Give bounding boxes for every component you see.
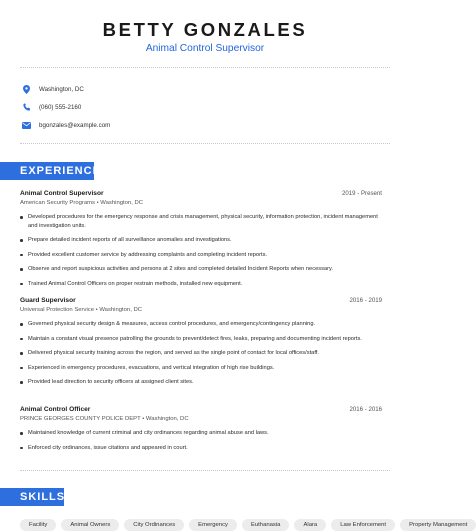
job-bullets (20, 213, 382, 288)
candidate-title: Animal Control Supervisor (145, 43, 265, 54)
divider (20, 67, 390, 68)
contact-block (22, 80, 382, 134)
job-header (20, 406, 382, 413)
envelope-icon (22, 121, 31, 130)
job-org: PRINCE GEORGES COUNTY POLICE DEPT • Washington, DC (20, 416, 189, 422)
bullet-item: Developed procedures for the emergency response and crisis management, physical security, information protection, incident management and investigation units. (20, 213, 382, 230)
candidate-name: BETTY GONZALES (102, 19, 308, 40)
job-dates: 2016 - 2016 (349, 406, 382, 413)
bullet-item: Provided excellent customer service by addressing complaints and completing incident reports. (20, 251, 382, 260)
job-dates: 2019 - Present (342, 190, 382, 197)
job-dates: 2016 - 2019 (349, 297, 382, 304)
skills-heading: SKILLS (0, 488, 64, 506)
experience-heading: EXPERIENCE (0, 162, 94, 180)
bullet-item: Maintain a constant visual presence patrolling the grounds to prevent/detect fires, leaks, preparing and documenting incident reports. (20, 335, 382, 344)
skill-chip: Law Enforcement (331, 519, 395, 531)
job-org: Universal Protection Service • Washington, DC (20, 307, 142, 313)
skill-chip: Animal Owners (61, 519, 119, 531)
job-header (20, 297, 382, 304)
bullet-item: Trained Animal Control Officers on proper restrain methods, installed new equipment. (20, 280, 382, 289)
bullet-item: Maintained knowledge of current criminal and city ordinances regarding animal abuse and laws. (20, 429, 382, 438)
job-bullets (20, 429, 382, 452)
skill-chip: Property Management (400, 519, 476, 531)
job-bullets (20, 320, 382, 387)
job-org: American Security Programs • Washington, DC (20, 200, 143, 206)
skill-chip: Alara (294, 519, 326, 531)
job-title: Animal Control Officer (20, 406, 91, 413)
email-text: bgonzales@example.com (39, 121, 111, 129)
skills-list (20, 519, 476, 531)
divider (20, 470, 390, 471)
job-entry (20, 190, 382, 294)
contact-location (22, 80, 382, 98)
contact-email (22, 116, 382, 134)
job-header (20, 190, 382, 197)
phone-icon (22, 103, 31, 112)
skill-chip: Facility (20, 519, 56, 531)
bullet-item: Prepare detailed incident reports of all surveillance anomalies and investigations. (20, 236, 382, 245)
location-text: Washington, DC (39, 85, 84, 93)
contact-phone (22, 98, 382, 116)
bullet-item: Experienced in emergency procedures, evacuations, and vertical integration of high rise buildings. (20, 364, 382, 373)
skill-chip: City Ordinances (124, 519, 184, 531)
job-title: Guard Supervisor (20, 297, 76, 304)
skill-chip: Euthanasia (242, 519, 289, 531)
map-pin-icon (22, 85, 31, 94)
bullet-item: Governed physical security design & measures, access control procedures, and emergency/contingency planning. (20, 320, 382, 329)
bullet-item: Delivered physical security training across the region, and served as the single point of contact for local offices/staff. (20, 349, 382, 358)
skill-chip: Emergency (189, 519, 237, 531)
bullet-item: Observe and report suspicious activities and persons at 2 sites and completed detailed Incident Reports when necessary. (20, 265, 382, 274)
bullet-item: Provided lead direction to security officers at assigned client sites. (20, 378, 382, 387)
job-entry (20, 406, 382, 458)
job-title: Animal Control Supervisor (20, 190, 104, 197)
phone-text: (060) 555-2160 (39, 103, 82, 111)
bullet-item: Enforced city ordinances, issue citations and appeared in court. (20, 444, 382, 453)
resume-header (0, 0, 410, 55)
divider (20, 143, 390, 144)
job-entry (20, 297, 382, 393)
